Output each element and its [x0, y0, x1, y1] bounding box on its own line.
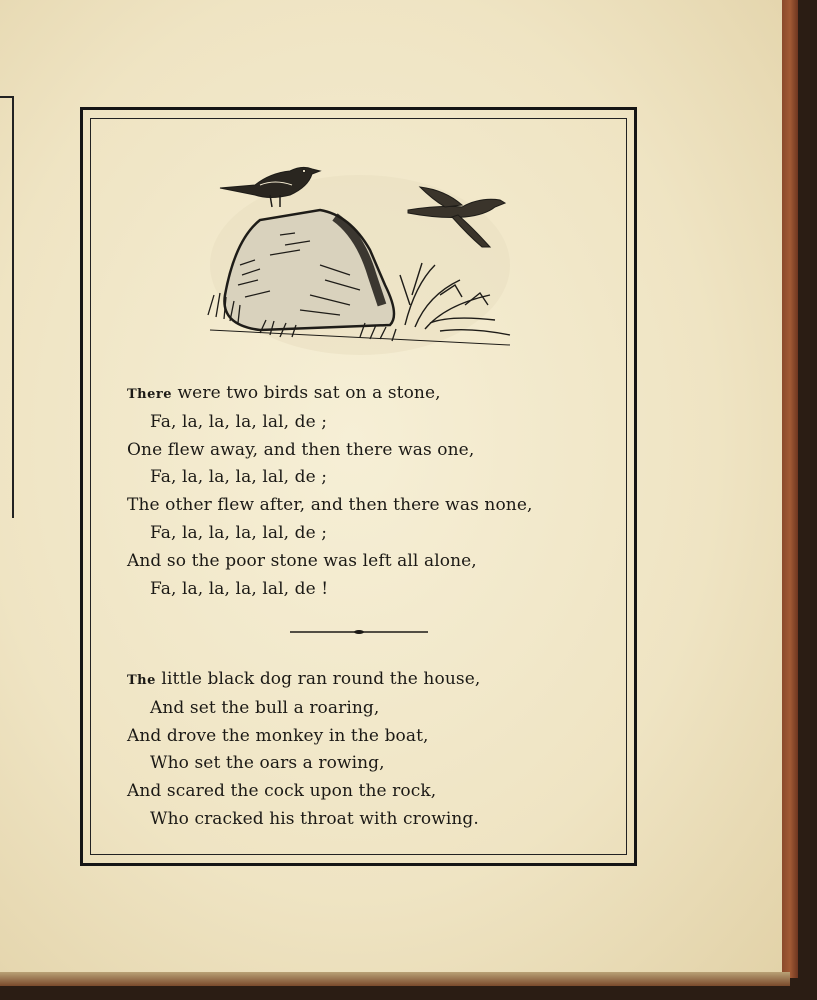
- poem-line: The little black dog ran round the house,: [127, 669, 481, 689]
- poem-line: Who cracked his throat with crowing.: [150, 808, 479, 829]
- poem-line: There were two birds sat on a stone,: [127, 383, 441, 403]
- ornamental-divider: [290, 630, 428, 634]
- poem-line: Fa, la, la, la, lal, de !: [150, 578, 329, 599]
- poem-line: Who set the oars a rowing,: [150, 753, 385, 774]
- poem-line: And scared the cock upon the rock,: [127, 781, 437, 802]
- previous-page-edge: [0, 96, 14, 518]
- book-bottom-edge: [0, 972, 790, 986]
- poem-line: And drove the monkey in the boat,: [127, 725, 429, 746]
- birds-on-stone-illustration-icon: [200, 155, 520, 365]
- drop-word: The: [127, 673, 156, 688]
- book-cover-edge: [782, 0, 798, 978]
- poem-two-birds: [127, 380, 533, 603]
- poem-line: And set the bull a roaring,: [150, 697, 380, 718]
- poem-line: One flew away, and then there was one,: [127, 439, 475, 460]
- poem-line: And so the poor stone was left all alone,: [127, 550, 477, 571]
- poem-little-black-dog: [127, 666, 480, 834]
- poem-line: Fa, la, la, la, lal, de ;: [150, 522, 328, 543]
- drop-word: There: [127, 387, 173, 402]
- poem-line: The other flew after, and then there was none,: [127, 495, 533, 516]
- poem-line: Fa, la, la, la, lal, de ;: [150, 467, 328, 488]
- poem-line: Fa, la, la, la, lal, de ;: [150, 411, 328, 432]
